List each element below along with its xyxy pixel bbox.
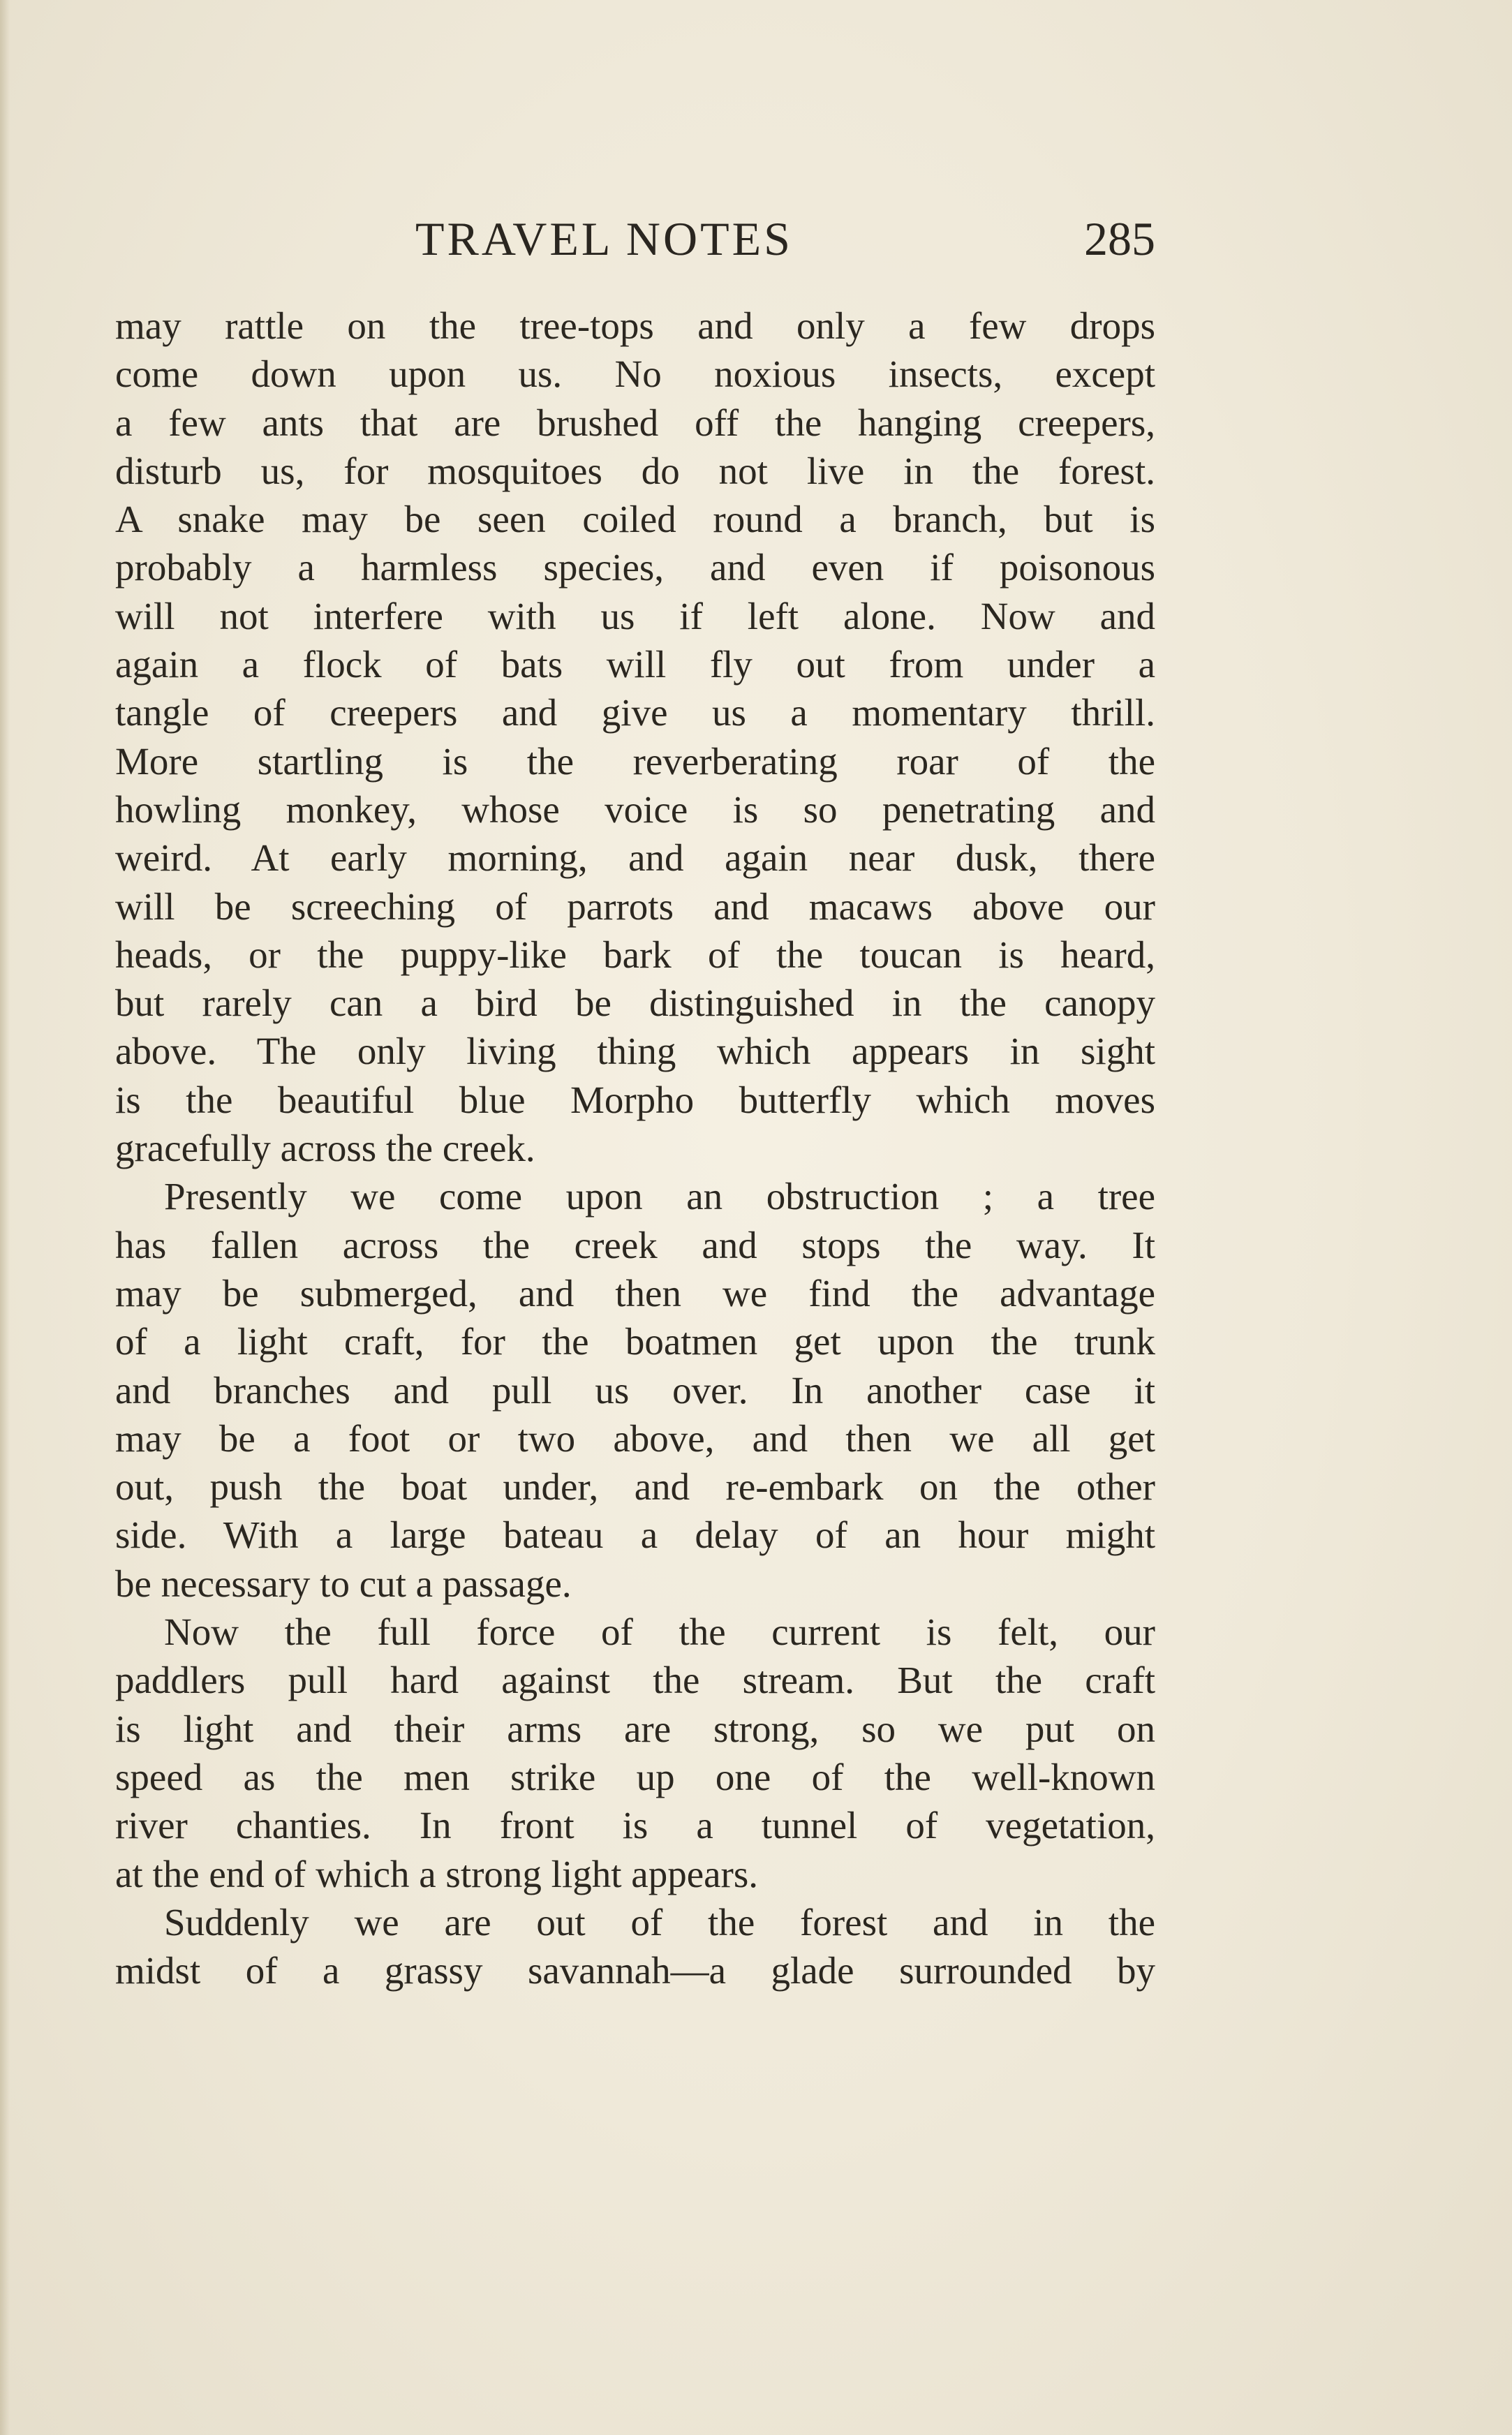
- text-line: weird. At early morning, and again near dusk, there: [115, 836, 1155, 880]
- text-line: come down upon us. No noxious insects, except: [115, 353, 1155, 396]
- text-line: above. The only living thing which appears in sight: [115, 1030, 1155, 1073]
- text-line: has fallen across the creek and stops the way. It: [115, 1223, 1155, 1266]
- text-line: tangle of creepers and give us a momentary thrill.: [115, 691, 1155, 734]
- text-line: out, push the boat under, and re-embark on the other: [115, 1465, 1155, 1509]
- text-line: disturb us, for mosquitoes do not live in the forest.: [115, 449, 1155, 492]
- text-line: speed as the men strike up one of the well-known: [115, 1755, 1155, 1798]
- running-title: TRAVEL NOTES: [415, 212, 793, 265]
- text-line: will be screeching of parrots and macaws above our: [115, 885, 1155, 928]
- text-line: midst of a grassy savannah—a glade surrounded by: [115, 1949, 1155, 1992]
- text-line: Now the full force of the current is felt, our: [164, 1611, 1155, 1654]
- text-line: A snake may be seen coiled round a branch, but is: [115, 498, 1155, 541]
- text-line: and branches and pull us over. In another case it: [115, 1368, 1155, 1412]
- text-line: may be submerged, and then we find the advantage: [115, 1271, 1155, 1315]
- text-line: may rattle on the tree-tops and only a few drops: [115, 304, 1155, 347]
- text-line: a few ants that are brushed off the hanging creepers,: [115, 401, 1155, 444]
- text-line: of a light craft, for the boatmen get upon the trunk: [115, 1320, 1155, 1363]
- text-line: be necessary to cut a passage.: [115, 1562, 572, 1605]
- page-edge-shadow: [0, 0, 10, 2435]
- page-number: 285: [1084, 212, 1155, 265]
- text-line: paddlers pull hard against the stream. But the craft: [115, 1659, 1155, 1702]
- text-line: howling monkey, whose voice is so penetrating and: [115, 787, 1155, 831]
- text-line: river chanties. In front is a tunnel of vegetation,: [115, 1804, 1155, 1847]
- text-line: is the beautiful blue Morpho butterfly which moves: [115, 1078, 1155, 1121]
- text-line: will not interfere with us if left alone. Now and: [115, 594, 1155, 637]
- text-line: Presently we come upon an obstruction ; a tree: [164, 1175, 1155, 1218]
- text-line: gracefully across the creek.: [115, 1127, 535, 1170]
- body-text: [115, 302, 1155, 1994]
- text-line: at the end of which a strong light appears.: [115, 1852, 758, 1895]
- text-line: but rarely can a bird be distinguished in the canopy: [115, 982, 1155, 1025]
- text-line: probably a harmless species, and even if poisonous: [115, 546, 1155, 589]
- text-line: side. With a large bateau a delay of an hour might: [115, 1513, 1155, 1557]
- text-line: may be a foot or two above, and then we all get: [115, 1416, 1155, 1460]
- running-head: [115, 204, 1155, 274]
- text-line: is light and their arms are strong, so we put on: [115, 1707, 1155, 1750]
- text-line: More startling is the reverberating roar of the: [115, 739, 1155, 783]
- text-line: again a flock of bats will fly out from under a: [115, 643, 1155, 686]
- text-line: heads, or the puppy-like bark of the toucan is heard,: [115, 933, 1155, 976]
- text-line: Suddenly we are out of the forest and in the: [164, 1900, 1155, 1944]
